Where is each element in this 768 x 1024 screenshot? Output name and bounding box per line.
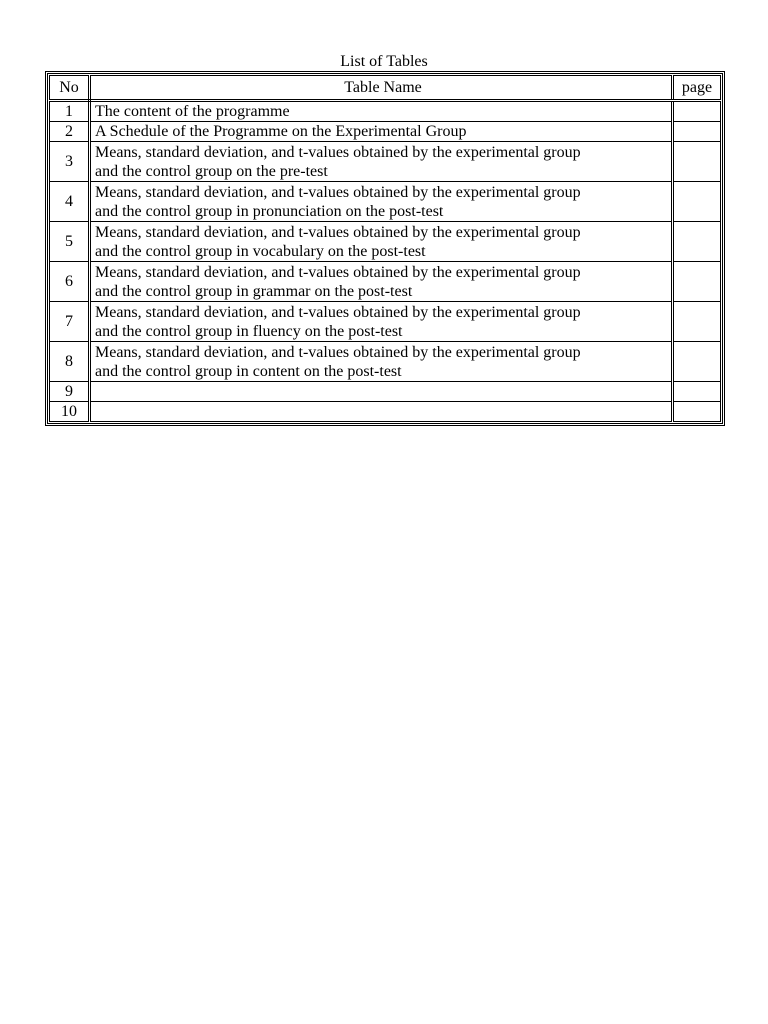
table-name-line: Means, standard deviation, and t-values obtained by the experimental group	[95, 343, 581, 361]
table-name-cell	[90, 222, 673, 262]
table-row	[50, 101, 721, 122]
table-name-line: and the control group in content on the post-test	[95, 362, 402, 380]
table-name-line: Means, standard deviation, and t-values obtained by the experimental group	[95, 143, 581, 161]
row-number: 3	[50, 142, 90, 182]
table-name-line: The content of the programme	[95, 103, 290, 120]
list-of-tables	[49, 75, 721, 422]
page-number-cell	[673, 222, 721, 262]
table-row	[50, 142, 721, 182]
page-number-cell	[673, 182, 721, 222]
table-name-line: and the control group in pronunciation on the post-test	[95, 202, 444, 220]
row-number: 8	[50, 342, 90, 382]
page-number-cell	[673, 402, 721, 422]
table-name-line: Means, standard deviation, and t-values obtained by the experimental group	[95, 183, 581, 201]
row-number: 5	[50, 222, 90, 262]
table-name-cell	[90, 182, 673, 222]
table-name-cell	[90, 262, 673, 302]
table-row	[50, 122, 721, 142]
table-name-line: and the control group in fluency on the post-test	[95, 322, 403, 340]
list-of-tables-frame	[45, 71, 725, 426]
table-row	[50, 342, 721, 382]
table-name-line: and the control group in vocabulary on the post-test	[95, 242, 426, 260]
row-number: 10	[50, 402, 90, 422]
row-number: 1	[50, 101, 90, 122]
row-number: 9	[50, 382, 90, 402]
page-number-cell	[673, 382, 721, 402]
table-name-cell	[90, 122, 673, 142]
table-row	[50, 182, 721, 222]
page-number-cell	[673, 302, 721, 342]
row-number: 6	[50, 262, 90, 302]
header-page: page	[673, 76, 721, 101]
header-table-name: Table Name	[90, 76, 673, 101]
page-number-cell	[673, 342, 721, 382]
table-name-line: Means, standard deviation, and t-values obtained by the experimental group	[95, 263, 581, 281]
table-header-row	[50, 76, 721, 101]
table-name-line: Means, standard deviation, and t-values obtained by the experimental group	[95, 223, 581, 241]
page-number-cell	[673, 122, 721, 142]
table-row	[50, 302, 721, 342]
table-name-line: and the control group in grammar on the post-test	[95, 282, 413, 300]
table-name-cell	[90, 382, 673, 402]
table-name-line: A Schedule of the Programme on the Experimental Group	[95, 123, 467, 140]
page-number-cell	[673, 262, 721, 302]
table-row	[50, 382, 721, 402]
table-row	[50, 222, 721, 262]
header-no: No	[50, 76, 90, 101]
table-name-cell	[90, 142, 673, 182]
page-number-cell	[673, 142, 721, 182]
table-name-cell	[90, 342, 673, 382]
row-number: 7	[50, 302, 90, 342]
row-number: 2	[50, 122, 90, 142]
table-row	[50, 402, 721, 422]
table-name-line: and the control group on the pre-test	[95, 162, 328, 180]
page-number-cell	[673, 101, 721, 122]
table-row	[50, 262, 721, 302]
table-name-cell	[90, 302, 673, 342]
row-number: 4	[50, 182, 90, 222]
table-body	[50, 101, 721, 422]
page-title: List of Tables	[340, 53, 428, 70]
table-name-cell	[90, 101, 673, 122]
table-name-line: Means, standard deviation, and t-values obtained by the experimental group	[95, 303, 581, 321]
table-name-cell	[90, 402, 673, 422]
